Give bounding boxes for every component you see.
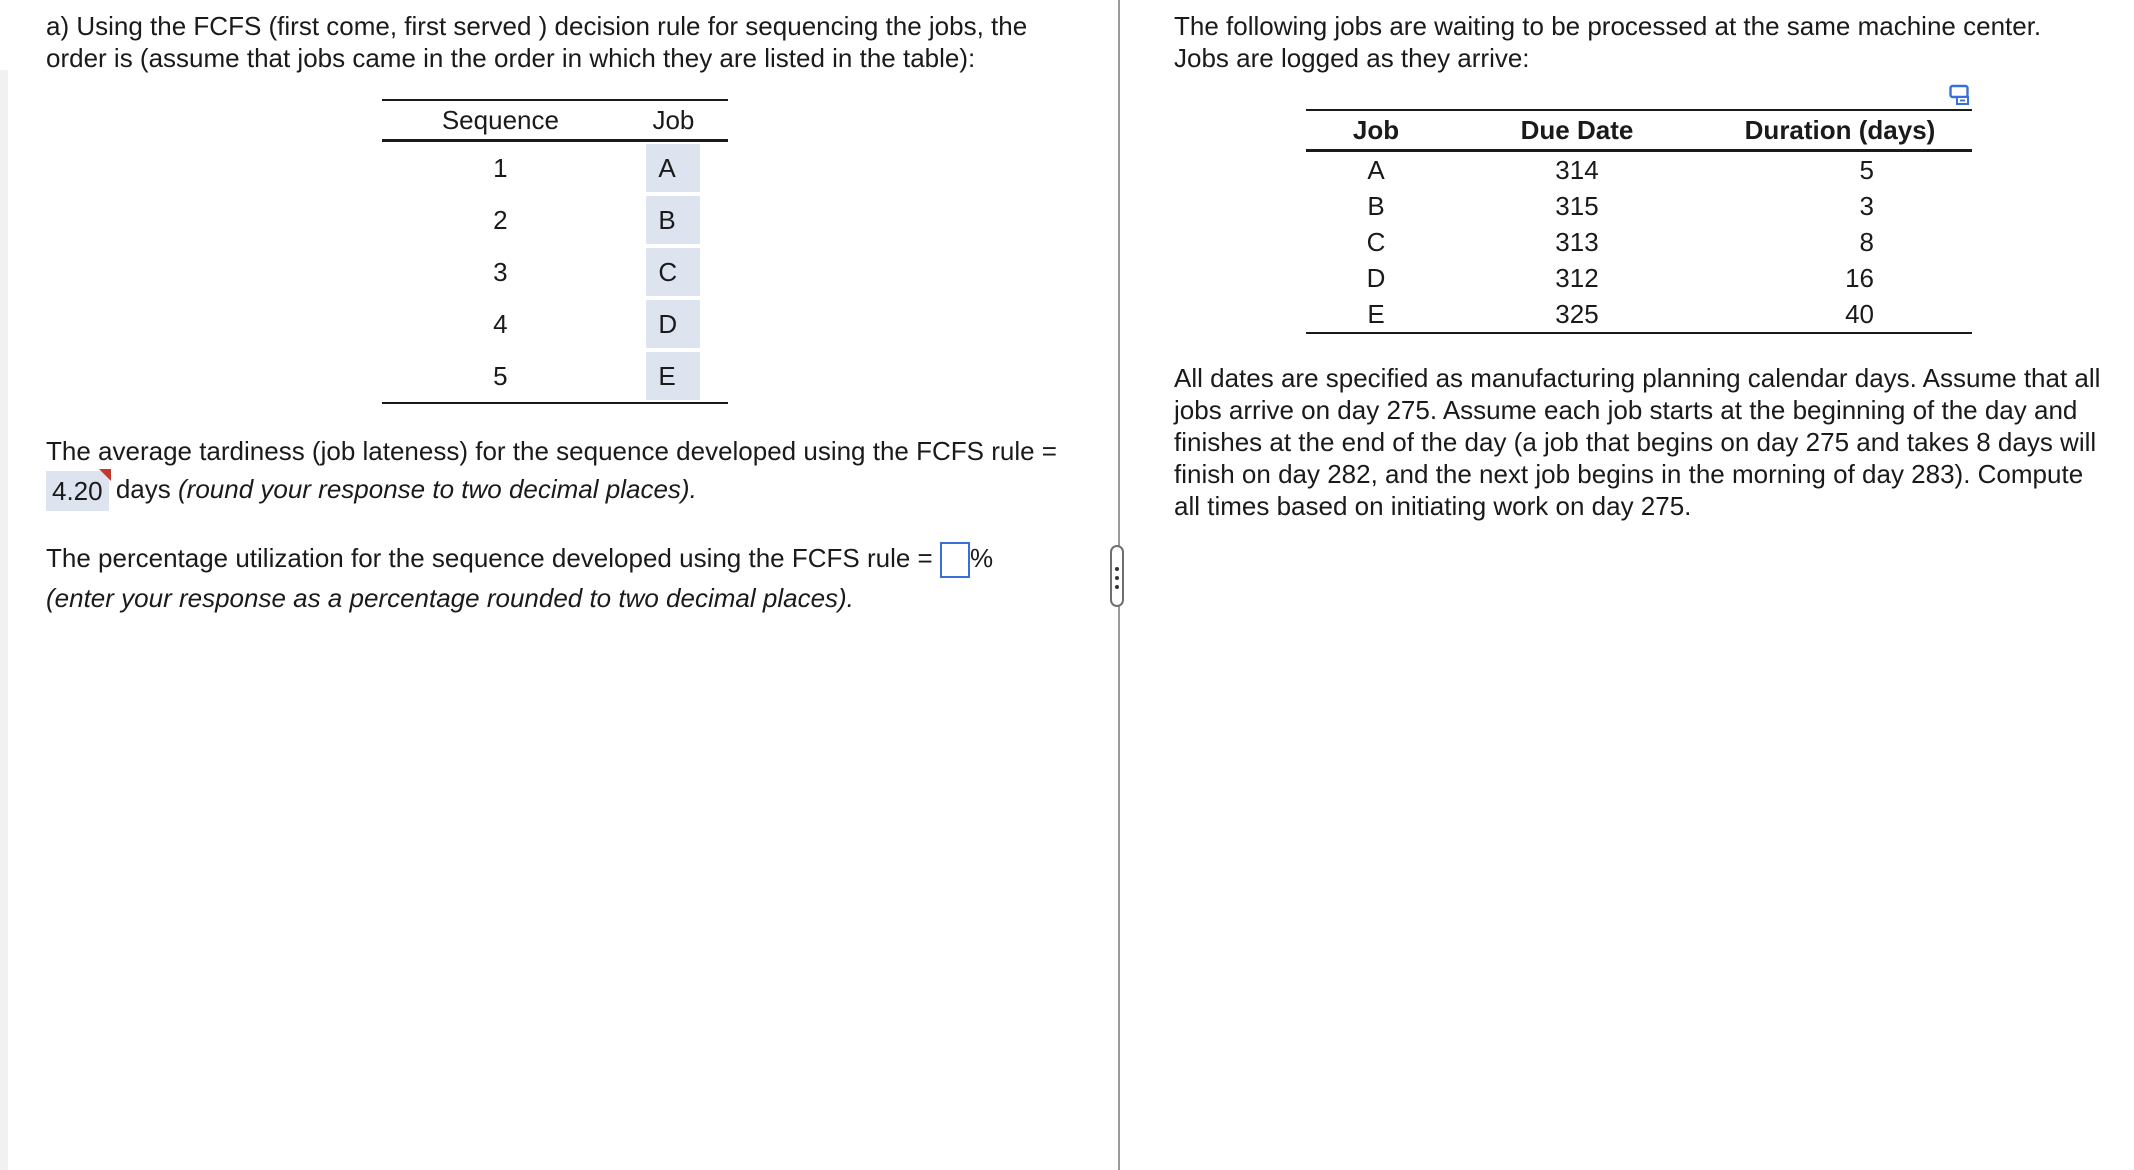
- tardiness-unit: days: [115, 474, 171, 504]
- tardiness-answer[interactable]: [46, 471, 109, 511]
- duration-cell: 5: [1859, 154, 1874, 185]
- job-answer-cell[interactable]: A: [646, 144, 700, 192]
- utilization-note: (enter your response as a percentage rounded to two decimal places).: [46, 583, 854, 614]
- job-answer-cell[interactable]: D: [646, 300, 700, 348]
- sequence-cell: 1: [493, 152, 508, 183]
- tardiness-note: (round your response to two decimal places).: [178, 474, 697, 504]
- table-row: [1306, 224, 1972, 260]
- problem-notes: [1174, 362, 2100, 522]
- table-row: [382, 194, 728, 246]
- duration-column-header: Duration (days): [1708, 110, 1972, 151]
- table-row: [382, 246, 728, 298]
- job-cell: E: [1306, 296, 1446, 333]
- problem-intro-line-2: Jobs are logged as they arrive:: [1174, 43, 1530, 73]
- table-row: [1306, 296, 1972, 333]
- table-row: [1306, 188, 1972, 224]
- due-date-cell: 312: [1555, 262, 1599, 293]
- sequence-table: [382, 99, 728, 404]
- job-header: Job: [619, 100, 728, 141]
- problem-note-line: finish on day 282, and the next job begins in the morning of day 283). Compute: [1174, 459, 2084, 489]
- problem-intro: [1174, 10, 2041, 74]
- problem-note-line: All dates are specified as manufacturing planning calendar days. Assume that all: [1174, 363, 2101, 393]
- jobs-table: [1306, 109, 1972, 334]
- sequence-cell: 2: [493, 204, 508, 235]
- table-row: [382, 350, 728, 403]
- due-date-cell: 325: [1446, 296, 1708, 333]
- problem-note-line: all times based on initiating work on day 275.: [1174, 491, 1692, 521]
- utilization-question: [46, 538, 993, 618]
- due-date-cell: 315: [1555, 190, 1599, 221]
- job-answer-cell[interactable]: B: [646, 196, 700, 244]
- question-intro: [46, 10, 1027, 74]
- job-column-header: Job: [1306, 110, 1446, 151]
- sequence-header: Sequence: [382, 100, 619, 141]
- sequence-cell: 5: [382, 350, 619, 403]
- due-date-cell: 313: [1555, 226, 1599, 257]
- duration-cell: 40: [1708, 296, 1972, 333]
- job-answer-cell[interactable]: E: [646, 352, 700, 400]
- problem-pane: [1122, 0, 2134, 1170]
- table-row: [1306, 151, 1972, 189]
- problem-note-line: finishes at the end of the day (a job that begins on day 275 and takes 8 days will: [1174, 427, 2097, 457]
- table-row: [1306, 260, 1972, 296]
- table-row: [382, 298, 728, 350]
- job-cell: A: [1367, 154, 1385, 185]
- utilization-input[interactable]: [940, 542, 970, 578]
- duration-cell: 3: [1859, 190, 1874, 221]
- problem-intro-line-1: The following jobs are waiting to be processed at the same machine center.: [1174, 11, 2042, 41]
- tardiness-question: [46, 432, 1057, 511]
- sequence-cell: 3: [493, 256, 508, 287]
- duration-cell: 16: [1845, 262, 1874, 293]
- table-row: [382, 141, 728, 195]
- percent-unit: %: [969, 543, 994, 573]
- job-answer-cell[interactable]: C: [646, 248, 700, 296]
- sequence-cell: 4: [493, 308, 508, 339]
- tardiness-text: The average tardiness (job lateness) for the sequence developed using the FCFS rule =: [46, 436, 1057, 466]
- due-date-column-header: Due Date: [1446, 110, 1708, 151]
- duration-cell: 8: [1859, 226, 1874, 257]
- due-date-cell: 314: [1555, 154, 1599, 185]
- problem-note-line: jobs arrive on day 275. Assume each job starts at the beginning of the day and: [1174, 395, 2078, 425]
- answer-flag-icon: [99, 469, 111, 481]
- question-intro-line-2: order is (assume that jobs came in the order in which they are listed in the table):: [46, 43, 976, 73]
- utilization-text: The percentage utilization for the sequence developed using the FCFS rule =: [46, 543, 933, 573]
- question-intro-line-1: a) Using the FCFS (first come, first served ) decision rule for sequencing the jobs, the: [46, 11, 1028, 41]
- job-cell: C: [1366, 226, 1386, 257]
- tardiness-value: 4.20: [52, 476, 103, 507]
- copy-icon[interactable]: [1949, 84, 1971, 106]
- job-cell: D: [1366, 262, 1386, 293]
- job-cell: B: [1367, 190, 1385, 221]
